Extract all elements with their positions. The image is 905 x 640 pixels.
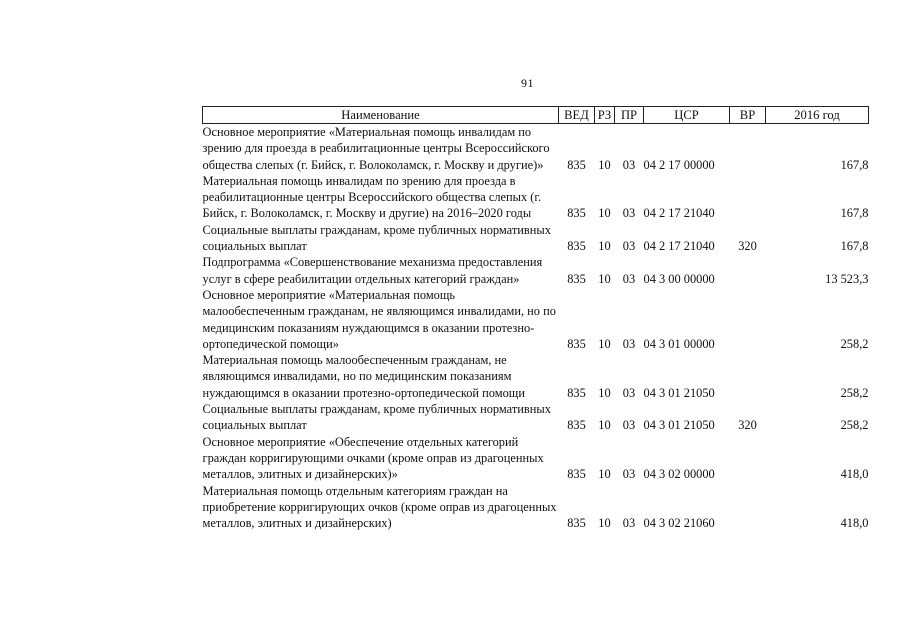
row-amount: 167,8: [840, 157, 869, 172]
row-amount: 13 523,3: [825, 271, 869, 286]
column-header-csr: ЦСР: [644, 107, 730, 124]
row-rz: 10: [598, 336, 611, 351]
row-ved: 835: [567, 418, 586, 433]
row-rz: 10: [598, 239, 611, 254]
table-row: [203, 173, 869, 222]
row-rz: 10: [598, 271, 611, 286]
row-csr: 04 2 17 00000: [643, 157, 715, 172]
row-rz: 10: [598, 385, 611, 400]
row-csr: 04 2 17 21040: [643, 206, 715, 221]
row-rz: 10: [598, 467, 611, 482]
table-row: [203, 352, 869, 401]
row-pr: 03: [622, 336, 636, 351]
table-row: [203, 483, 869, 532]
row-amount: 167,8: [840, 239, 869, 254]
row-vr: [730, 173, 766, 222]
row-csr: 04 3 01 21050: [643, 385, 715, 400]
row-pr: 03: [622, 385, 636, 400]
row-name: Социальные выплаты гражданам, кроме публичных нормативных социальных выплат: [202, 402, 551, 433]
row-ved: 835: [567, 467, 586, 482]
row-rz: 10: [598, 206, 611, 221]
table-header-row: [203, 107, 869, 124]
row-csr: 04 3 02 00000: [643, 467, 715, 482]
row-amount: 258,2: [840, 385, 869, 400]
row-pr: 03: [622, 418, 636, 433]
row-name: Материальная помощь инвалидам по зрению для проезда в реабилитационные центры Всероссийского общества слепых (г. Бийск, г. Волоколамск, г. Москву и другие) на 2016–2020 годы: [202, 173, 542, 221]
column-header-name: Наименование: [203, 107, 559, 124]
row-ved: 835: [567, 206, 586, 221]
row-pr: 03: [622, 239, 636, 254]
table-row: [203, 434, 869, 483]
page-number: 91: [521, 76, 534, 90]
row-ved: 835: [567, 157, 586, 172]
column-header-year: 2016 год: [766, 107, 869, 124]
row-amount: 418,0: [840, 467, 869, 482]
row-csr: 04 3 02 21060: [643, 516, 715, 531]
row-vr: 320: [738, 239, 757, 254]
row-rz: 10: [598, 418, 611, 433]
row-name: Подпрограмма «Совершенствование механизма предоставления услуг в сфере реабилитации отдельных категорий граждан»: [202, 255, 543, 286]
row-vr: [730, 434, 766, 483]
budget-table: [202, 106, 869, 531]
row-ved: 835: [567, 271, 586, 286]
row-pr: 03: [622, 157, 636, 172]
row-ved: 835: [567, 516, 586, 531]
row-ved: 835: [567, 385, 586, 400]
row-name: Основное мероприятие «Материальная помощь инвалидам по зрению для проезда в реабилитационные центры Всероссийского общества слепых (г. Бийск, г. Волоколамск, г. Москву и другие)»: [202, 125, 550, 172]
row-csr: 04 2 17 21040: [643, 239, 715, 254]
row-csr: 04 3 00 00000: [643, 271, 715, 286]
row-ved: 835: [567, 336, 586, 351]
row-amount: 258,2: [840, 336, 869, 351]
row-name: Основное мероприятие «Обеспечение отдельных категорий граждан корригирующими очками (кроме оправ из драгоценных металлов, элитных и дизайнерских)»: [202, 434, 544, 482]
table-row: [203, 124, 869, 173]
row-rz: 10: [598, 157, 611, 172]
row-amount: 167,8: [840, 206, 869, 221]
row-csr: 04 3 01 21050: [643, 418, 715, 433]
row-name: Социальные выплаты гражданам, кроме публичных нормативных социальных выплат: [202, 222, 551, 254]
column-header-rz: РЗ: [595, 107, 615, 124]
row-csr: 04 3 01 00000: [643, 336, 715, 351]
row-vr: [730, 352, 766, 401]
column-header-pr: ПР: [615, 107, 644, 124]
column-header-vr: ВР: [730, 107, 766, 124]
column-header-ved: ВЕД: [559, 107, 595, 124]
row-pr: 03: [622, 467, 636, 482]
row-vr: [730, 254, 766, 287]
row-vr: [730, 483, 766, 532]
row-vr: [730, 287, 766, 352]
table-row: [203, 222, 869, 255]
table-row: [203, 287, 869, 352]
row-amount: 258,2: [840, 418, 869, 433]
table-row: [203, 254, 869, 287]
row-pr: 03: [622, 271, 636, 286]
row-name: Материальная помощь малообеспеченным гражданам, не являющимся инвалидами, но по медицинским показаниям нуждающимся в оказании протезно-ортопедической помощи: [202, 353, 525, 400]
row-vr: 320: [738, 418, 757, 433]
row-pr: 03: [622, 516, 636, 531]
row-name: Основное мероприятие «Материальная помощь малообеспеченным гражданам, не являющимся инвалидами, но по медицинским показаниям нуждающимся в оказании протезно-ортопедической помощи»: [202, 287, 556, 351]
row-ved: 835: [567, 239, 586, 254]
row-name: Материальная помощь отдельным категориям граждан на приобретение корригирующих очков (кроме оправ из драгоценных металлов, элитных и дизайнерских): [202, 483, 557, 531]
row-vr: [730, 124, 766, 173]
row-pr: 03: [622, 206, 636, 221]
row-amount: 418,0: [840, 516, 869, 531]
row-rz: 10: [598, 516, 611, 531]
table-row: [203, 401, 869, 434]
